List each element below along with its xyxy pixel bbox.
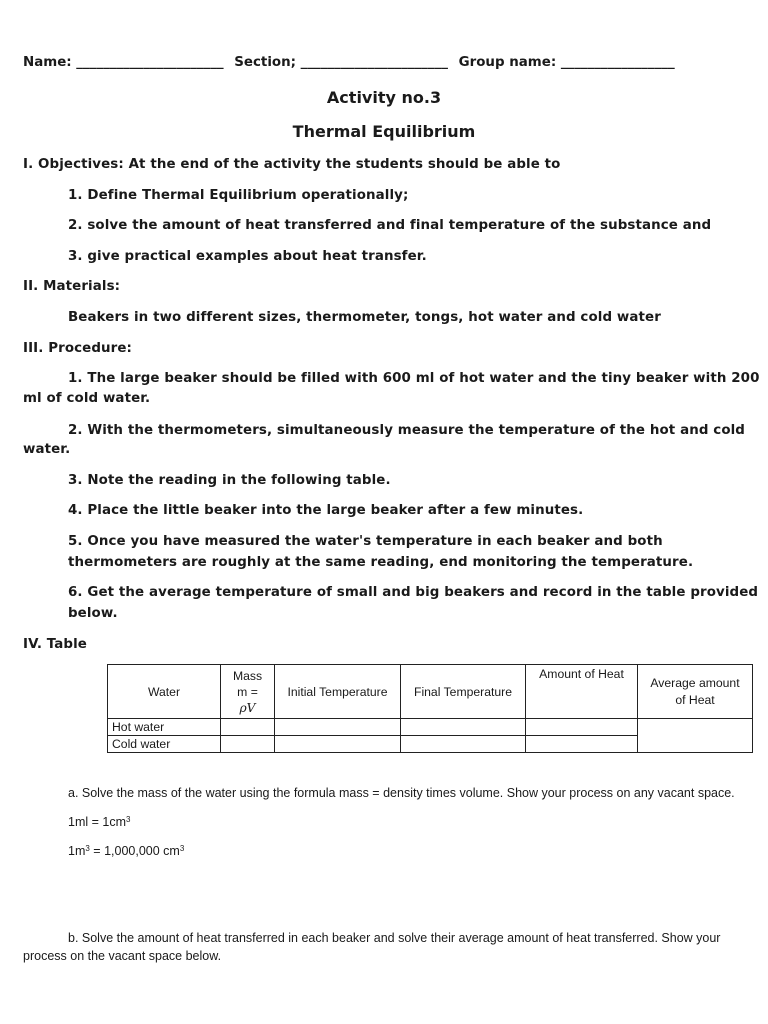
cold-mass-cell[interactable] <box>221 736 275 753</box>
objective-item-3: 3. give practical examples about heat transfer. <box>68 249 427 264</box>
header-average-heat: Average amount of Heat <box>638 665 753 719</box>
conversion-ml-cm3: $1ml = 1cm^3$ <box>68 815 131 829</box>
data-table <box>107 664 753 753</box>
procedure-step-1: 1. The large beaker should be filled with 600 ml of hot water and the tiny beaker with 200 <box>68 371 760 386</box>
header-water: Water <box>108 665 221 719</box>
activity-title: Activity no.3 <box>326 88 442 107</box>
procedure-step-3: 3. Note the reading in the following table. <box>68 473 391 488</box>
cold-final-temp-cell[interactable] <box>401 736 526 753</box>
objectives-heading: I. Objectives: At the end of the activity the students should be able to <box>23 157 561 172</box>
table-row <box>108 719 753 736</box>
hot-final-temp-cell[interactable] <box>401 719 526 736</box>
header-initial-temperature: Initial Temperature <box>275 665 401 719</box>
procedure-step-5-cont: thermometers are roughly at the same reading, end monitoring the temperature. <box>68 555 694 570</box>
procedure-step-6-cont: below. <box>68 606 118 621</box>
procedure-step-1-cont: ml of cold water. <box>23 391 151 406</box>
cold-heat-cell[interactable] <box>526 736 638 753</box>
procedure-step-2: 2. With the thermometers, simultaneously measure the temperature of the hot and cold <box>68 423 745 438</box>
objective-item-1: 1. Define Thermal Equilibrium operationally; <box>68 188 409 203</box>
procedure-step-2-cont: water. <box>23 442 71 457</box>
materials-text: Beakers in two different sizes, thermometer, tongs, hot water and cold water <box>68 310 661 325</box>
conversion-m3-cm3: $1m^3 = 1,000,000$ $cm^3$ <box>68 844 185 858</box>
row-label-cold-water: Cold water <box>108 736 221 753</box>
objective-item-2: 2. solve the amount of heat transferred and final temperature of the substance and <box>68 218 712 233</box>
hot-mass-cell[interactable] <box>221 719 275 736</box>
header-mass: Mass m = ρV <box>221 665 275 719</box>
topic-title: Thermal Equilibrium <box>292 122 476 141</box>
section-field-label[interactable]: Section; ______________________ <box>234 55 448 70</box>
instruction-a: a. Solve the mass of the water using the formula mass = density times volume. Show your process on any vacant space. <box>68 786 735 800</box>
table-heading: IV. Table <box>23 637 87 652</box>
procedure-step-5: 5. Once you have measured the water's temperature in each beaker and both <box>68 534 663 549</box>
table-header-row <box>108 665 753 719</box>
instruction-b: b. Solve the amount of heat transferred in each beaker and solve their average amount of heat transferred. Show your <box>68 931 721 945</box>
procedure-heading: III. Procedure: <box>23 341 132 356</box>
name-field-label[interactable]: Name: ______________________ <box>23 55 224 70</box>
student-info-header <box>23 55 675 70</box>
materials-heading: II. Materials: <box>23 279 121 294</box>
hot-initial-temp-cell[interactable] <box>275 719 401 736</box>
procedure-step-6: 6. Get the average temperature of small and big beakers and record in the table provided <box>68 585 759 600</box>
header-amount-of-heat: Amount of Heat <box>526 665 638 719</box>
procedure-step-4: 4. Place the little beaker into the large beaker after a few minutes. <box>68 503 584 518</box>
row-label-hot-water: Hot water <box>108 719 221 736</box>
instruction-b-cont: process on the vacant space below. <box>23 949 222 963</box>
hot-heat-cell[interactable] <box>526 719 638 736</box>
cold-initial-temp-cell[interactable] <box>275 736 401 753</box>
average-heat-cell[interactable] <box>638 719 753 753</box>
header-final-temperature: Final Temperature <box>401 665 526 719</box>
group-name-field-label[interactable]: Group name: _________________ <box>458 55 675 70</box>
